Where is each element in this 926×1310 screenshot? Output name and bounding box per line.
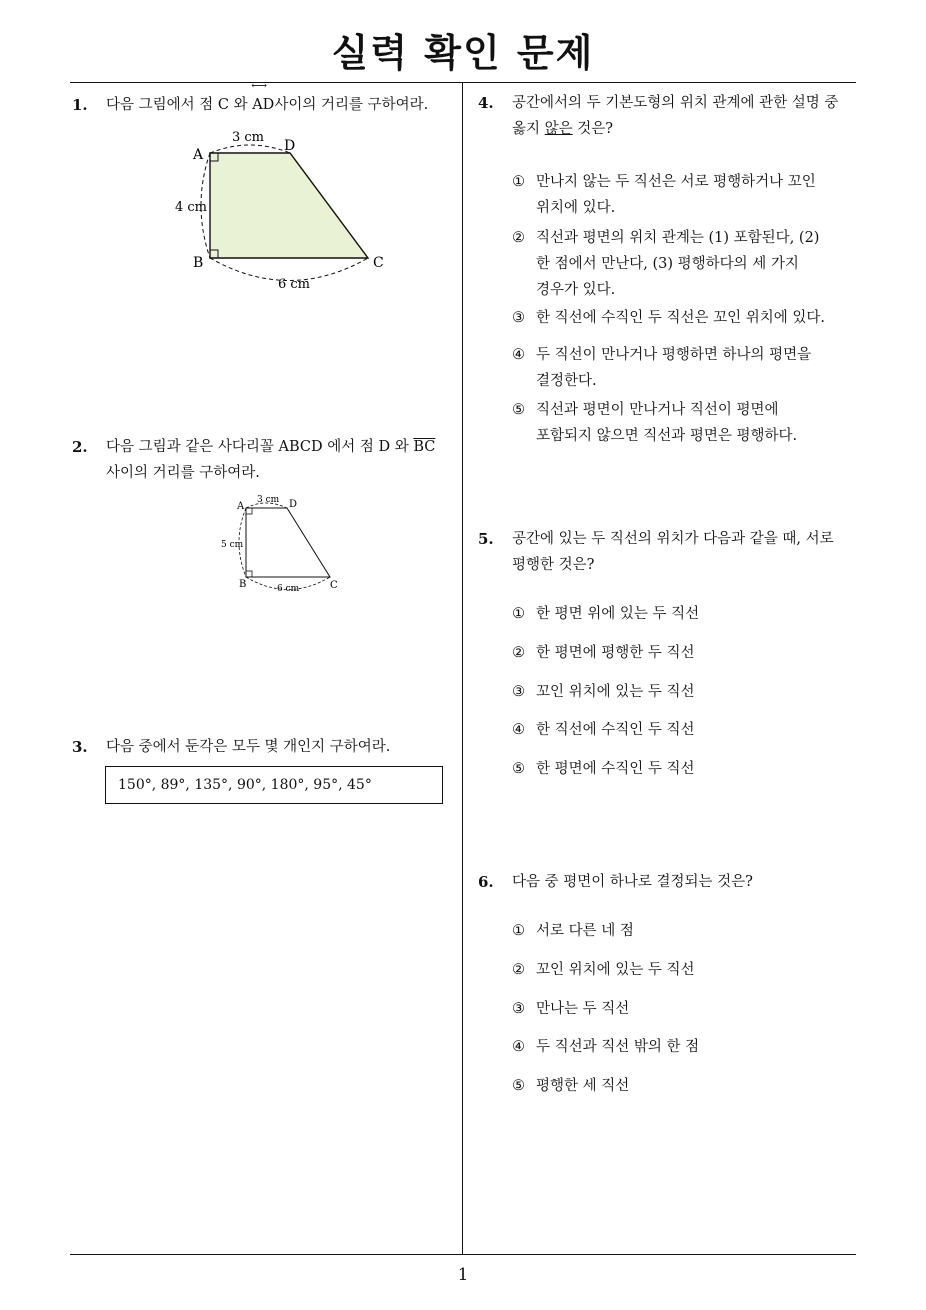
question-number: 1. [72, 96, 88, 114]
answer-option-1[interactable]: ① 한 평면 위에 있는 두 직선 [512, 606, 700, 622]
dim-label-bottom: 6 cm [277, 584, 300, 594]
answer-option-5[interactable]: ⑤ 직선과 평면이 만나거나 직선이 평면에 포함되지 않으면 직선과 평면은 평행하다. [512, 402, 798, 444]
question-number: 5. [478, 530, 494, 548]
question-number: 4. [478, 94, 494, 112]
dim-arc-top [210, 145, 290, 153]
answer-option-2[interactable]: ② 직선과 평면의 위치 관계는 (1) 포함된다, (2) 한 점에서 만난다, (3) 평행하다의 세 가지 경우가 있다. [512, 230, 820, 298]
question-text: 다음 그림과 같은 사다리꼴 ABCD 에서 점 D 와 [106, 439, 414, 455]
answer-option-1[interactable]: ① 서로 다른 네 점 [512, 923, 634, 939]
dim-label-left: 4 cm [175, 200, 208, 215]
answer-option-3[interactable]: ③ 만나는 두 직선 [512, 1001, 630, 1017]
answer-option-5[interactable]: ⑤ 평행한 세 직선 [512, 1078, 630, 1094]
page-title: 실력 확인 문제 [331, 31, 595, 75]
answer-option-1[interactable]: ① 만나지 않는 두 직선은 서로 평행하거나 꼬인 위치에 있다. [512, 174, 816, 216]
answer-option-4[interactable]: ④ 두 직선과 직선 밖의 한 점 [512, 1039, 700, 1055]
answer-option-3[interactable]: ③ 한 직선에 수직인 두 직선은 꼬인 위치에 있다. [512, 310, 825, 326]
answer-option-2[interactable]: ② 꼬인 위치에 있는 두 직선 [512, 962, 695, 978]
question-number: 2. [72, 438, 88, 456]
question-text: 다음 중에서 둔각은 모두 몇 개인지 구하여라. [106, 739, 391, 755]
answer-option-4[interactable]: ④ 두 직선이 만나거나 평행하면 하나의 평면을 결정한다. [512, 347, 812, 389]
question-text: 다음 그림에서 점 C 와 [106, 97, 253, 113]
dim-label-top: 3 cm [232, 130, 265, 145]
bottom-rule [70, 1254, 856, 1255]
segment-bc: $\overline{BC}$ [413, 439, 436, 455]
dim-label-bottom: 6 cm [278, 277, 311, 292]
question-number: 6. [478, 873, 494, 891]
question-text-end: 사이의 거리를 구하여라. [274, 97, 429, 113]
dim-label-left: 5 cm [221, 540, 244, 550]
right-angle-mark-b [246, 571, 252, 577]
dim-label-top: 3 cm [257, 495, 280, 505]
trapezoid-figure-2 [215, 492, 345, 598]
vertex-label-c: C [373, 255, 384, 271]
answer-option-4[interactable]: ④ 한 직선에 수직인 두 직선 [512, 722, 695, 738]
question-text: 다음 중 평면이 하나로 결정되는 것은? [512, 874, 753, 890]
vertex-label-d: D [289, 499, 298, 510]
line-ad: ⟷ AD [251, 79, 275, 113]
vertex-label-c: C [330, 580, 338, 591]
question-number: 3. [72, 738, 88, 756]
column-divider [462, 82, 463, 1254]
line-arrow-icon: ⟷ [251, 79, 267, 92]
trapezoid-shape [246, 508, 330, 577]
question-text: 공간에 있는 두 직선의 위치가 다음과 같을 때, 서로 [512, 531, 834, 547]
vertex-label-a: A [237, 501, 245, 512]
trapezoid-shape [210, 153, 368, 258]
vertex-label-d: D [284, 138, 296, 154]
emphasis-not: 않은 [544, 121, 573, 137]
question-text-line2: 사이의 거리를 구하여라. [106, 465, 260, 481]
answer-option-3[interactable]: ③ 꼬인 위치에 있는 두 직선 [512, 684, 695, 700]
page-number: 1 [457, 1265, 469, 1285]
vertex-label-b: B [239, 579, 247, 590]
angle-list-box: 150°, 89°, 135°, 90°, 180°, 95°, 45° [105, 766, 443, 804]
vertex-label-a: A [193, 147, 204, 163]
question-text: 공간에서의 두 기본도형의 위치 관계에 관한 설명 중 [512, 95, 839, 111]
top-rule [70, 82, 856, 83]
trapezoid-figure-1 [170, 125, 410, 295]
answer-option-5[interactable]: ⑤ 한 평면에 수직인 두 직선 [512, 761, 695, 777]
answer-option-2[interactable]: ② 한 평면에 평행한 두 직선 [512, 645, 695, 661]
vertex-label-b: B [193, 255, 204, 271]
right-angle-mark-a [246, 508, 252, 514]
